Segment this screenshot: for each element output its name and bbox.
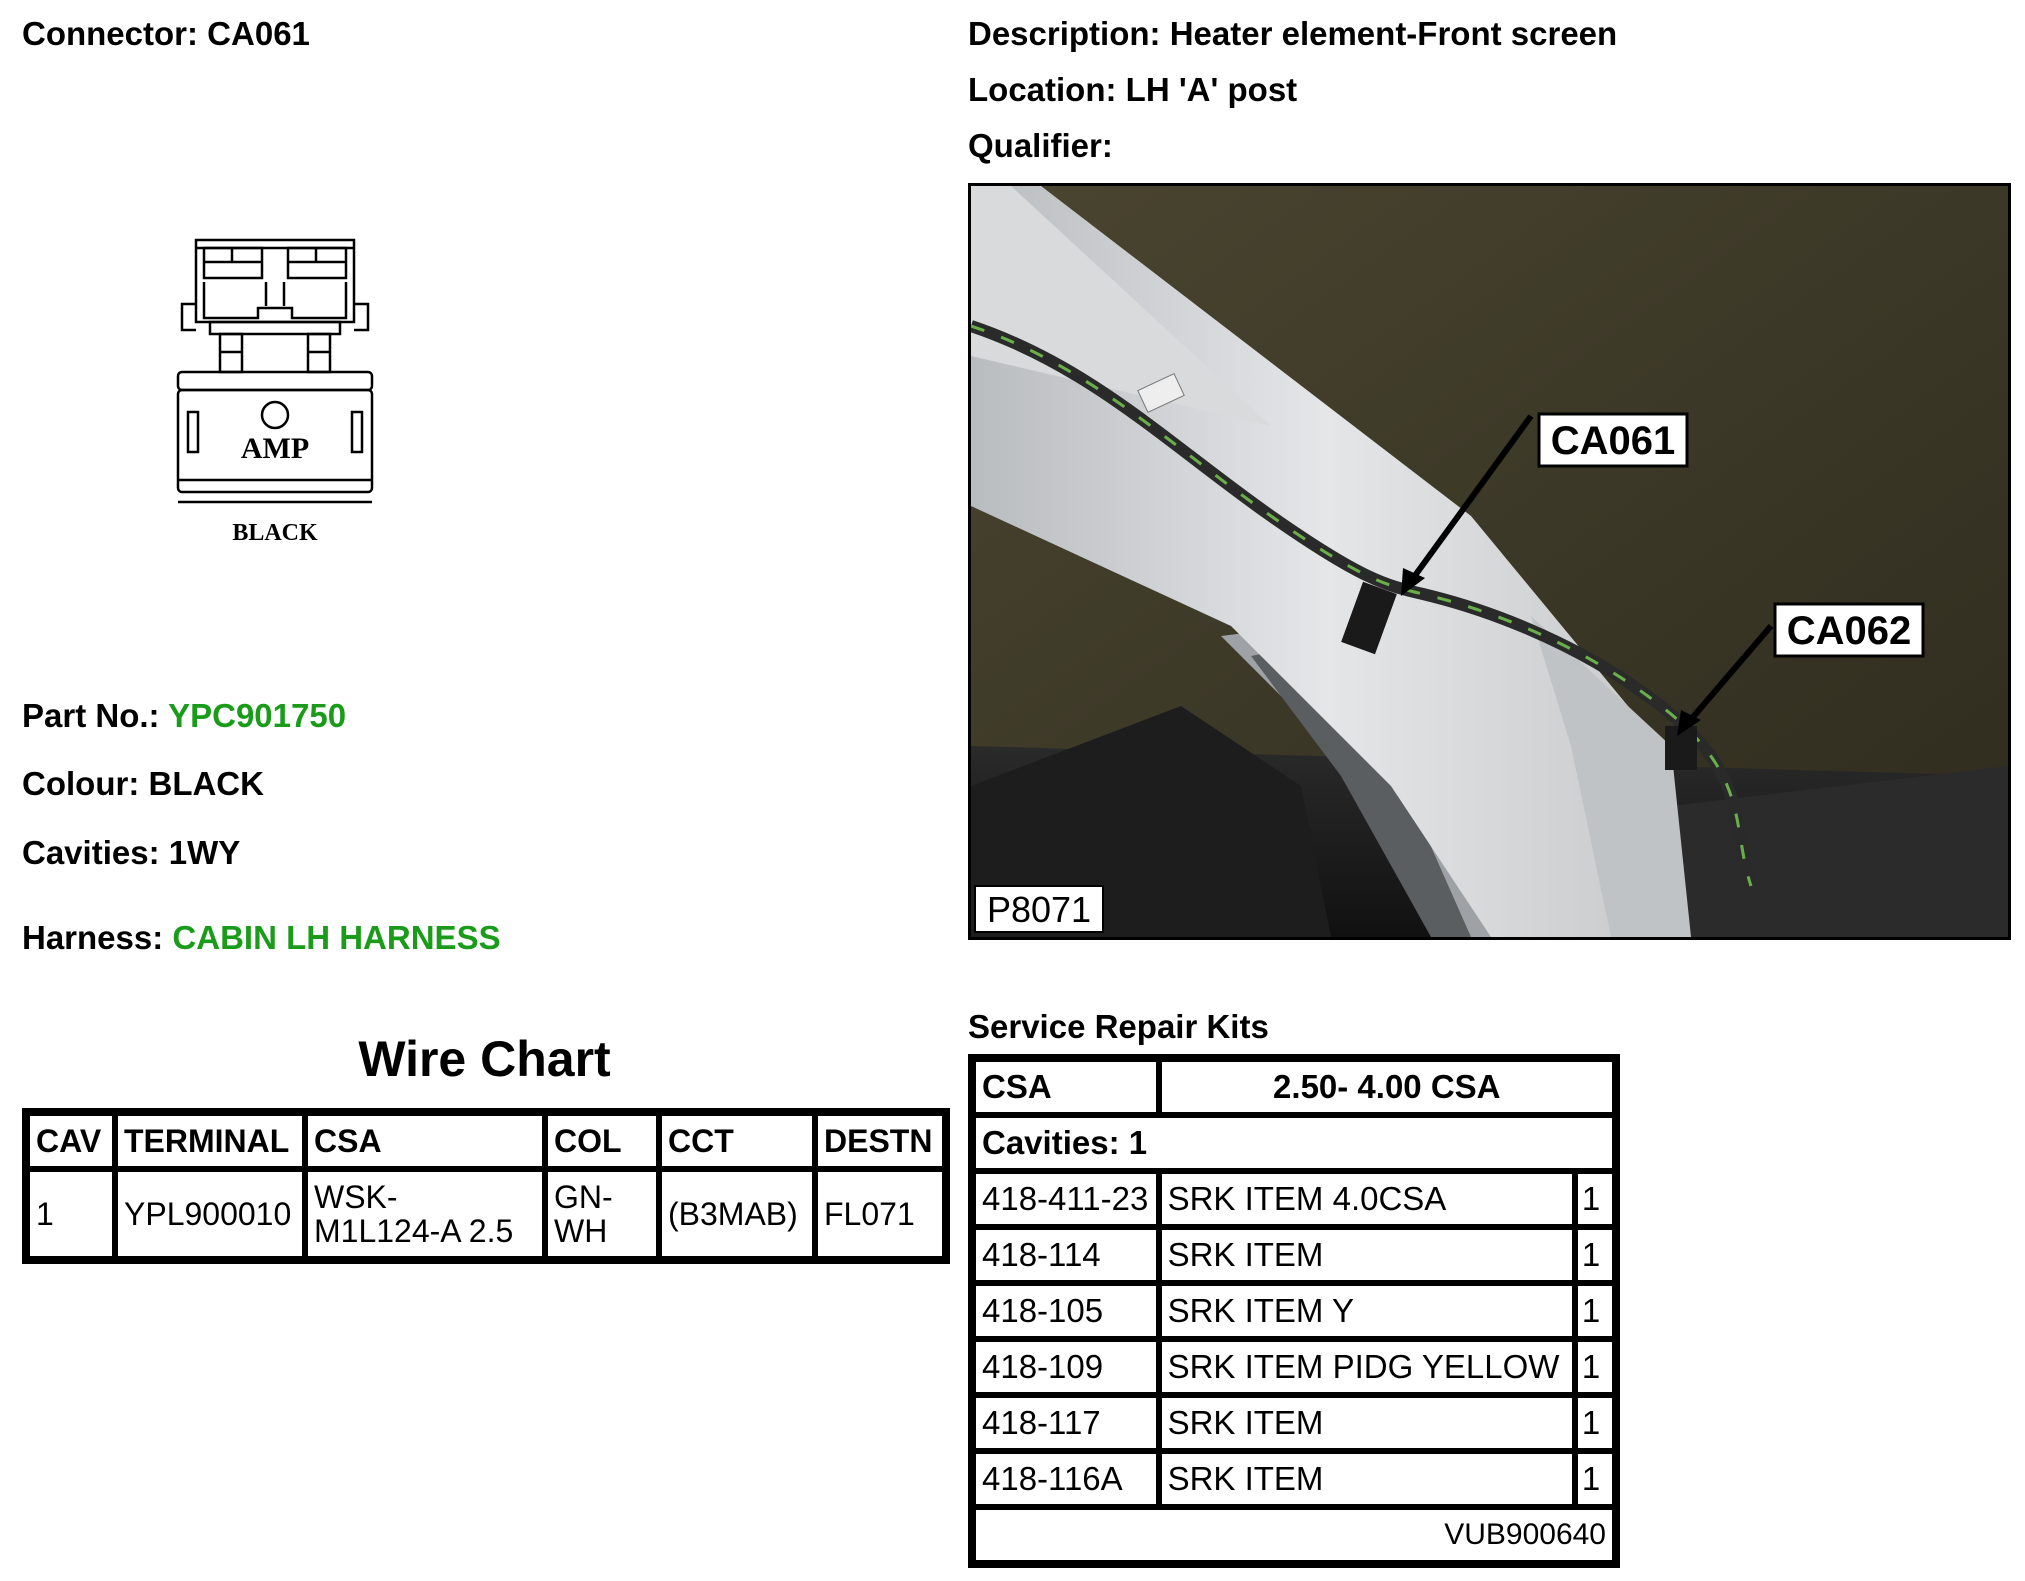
connector-colour-text: BLACK (232, 520, 318, 546)
table-row (973, 1339, 1615, 1395)
cavities-label: Cavities: (22, 834, 160, 871)
cell-col (545, 1169, 659, 1259)
description-heading (968, 15, 1617, 53)
harness-link[interactable]: CABIN LH HARNESS (172, 919, 501, 956)
kit-description: SRK ITEM 4.0CSA (1159, 1171, 1575, 1227)
kit-quantity: 1 (1575, 1171, 1615, 1227)
kit-part-number: 418-105 (973, 1283, 1159, 1339)
cavities-row (22, 834, 240, 872)
connector-brand-text: AMP (240, 432, 310, 465)
kit-description: SRK ITEM (1159, 1227, 1575, 1283)
connector-drawing (170, 232, 380, 612)
wire-chart-title: Wire Chart (358, 1031, 611, 1087)
part-number-label: Part No.: (22, 697, 160, 734)
wire-chart-header-row (27, 1113, 945, 1169)
table-row (27, 1169, 945, 1259)
repair-kits-csa-row (973, 1059, 1615, 1115)
column-header-csa: CSA (305, 1113, 545, 1169)
harness-row (22, 919, 501, 957)
column-header-cav: CAV (27, 1113, 115, 1169)
photo-id: P8071 (986, 889, 1092, 930)
part-number-link[interactable]: YPC901750 (168, 697, 347, 734)
table-row (973, 1451, 1615, 1507)
part-number-row (22, 697, 346, 735)
column-header-col: COL (545, 1113, 659, 1169)
location-photo-image (971, 186, 2008, 937)
location-photo (968, 183, 2011, 940)
kit-description: SRK ITEM (1159, 1395, 1575, 1451)
repair-kits-cavities-row (973, 1115, 1615, 1171)
table-row (973, 1283, 1615, 1339)
kit-quantity: 1 (1575, 1339, 1615, 1395)
location-label: Location: (968, 71, 1117, 108)
kit-part-number: 418-114 (973, 1227, 1159, 1283)
kit-quantity: 1 (1575, 1451, 1615, 1507)
repair-kits-title: Service Repair Kits (968, 1008, 1269, 1045)
column-header-terminal: TERMINAL (115, 1113, 305, 1169)
repair-kits-cavities: Cavities: 1 (973, 1115, 1615, 1171)
colour-row (22, 765, 264, 803)
kit-quantity: 1 (1575, 1283, 1615, 1339)
kit-description: SRK ITEM Y (1159, 1283, 1575, 1339)
kit-quantity: 1 (1575, 1395, 1615, 1451)
cell-col-line-1: GN- (554, 1179, 613, 1215)
cell-csa-line-2: M1L124-A 2.5 (314, 1213, 514, 1249)
column-header-destn: DESTN (815, 1113, 945, 1169)
csa-value: 2.50- 4.00 CSA (1159, 1059, 1615, 1115)
repair-kit-number: VUB900640 (973, 1507, 1615, 1563)
description-value: Heater element-Front screen (1169, 15, 1618, 52)
kit-description: SRK ITEM PIDG YELLOW (1159, 1339, 1575, 1395)
connector-label: Connector: (22, 15, 198, 52)
cell-destn: FL071 (815, 1169, 945, 1259)
cell-col-line-2: WH (554, 1213, 608, 1249)
csa-label: CSA (973, 1059, 1159, 1115)
cell-terminal: YPL900010 (115, 1169, 305, 1259)
kit-part-number: 418-116A (973, 1451, 1159, 1507)
table-row (973, 1395, 1615, 1451)
cell-cct: (B3MAB) (659, 1169, 815, 1259)
colour-value: BLACK (148, 765, 264, 802)
kit-part-number: 418-117 (973, 1395, 1159, 1451)
table-row (973, 1227, 1615, 1283)
callout-ca061: CA061 (1550, 419, 1676, 463)
qualifier-heading (968, 127, 1113, 165)
cell-csa (305, 1169, 545, 1259)
kit-quantity: 1 (1575, 1227, 1615, 1283)
kit-part-number: 418-109 (973, 1339, 1159, 1395)
repair-kits-table (968, 1054, 1620, 1568)
cell-cav: 1 (27, 1169, 115, 1259)
colour-label: Colour: (22, 765, 140, 802)
location-value: LH 'A' post (1125, 71, 1298, 108)
wire-chart-table (22, 1108, 950, 1264)
description-label: Description: (968, 15, 1161, 52)
callout-ca062: CA062 (1786, 609, 1912, 653)
kit-part-number: 418-411-23 (973, 1171, 1159, 1227)
qualifier-label: Qualifier: (968, 127, 1113, 164)
location-heading (968, 71, 1297, 109)
repair-kits-footer-row (973, 1507, 1615, 1563)
kit-description: SRK ITEM (1159, 1451, 1575, 1507)
connector-heading (22, 15, 310, 53)
connector-value: CA061 (207, 15, 310, 52)
harness-label: Harness: (22, 919, 164, 956)
table-row (973, 1171, 1615, 1227)
column-header-cct: CCT (659, 1113, 815, 1169)
cell-csa-line-1: WSK- (314, 1179, 398, 1215)
cavities-value: 1WY (168, 834, 241, 871)
